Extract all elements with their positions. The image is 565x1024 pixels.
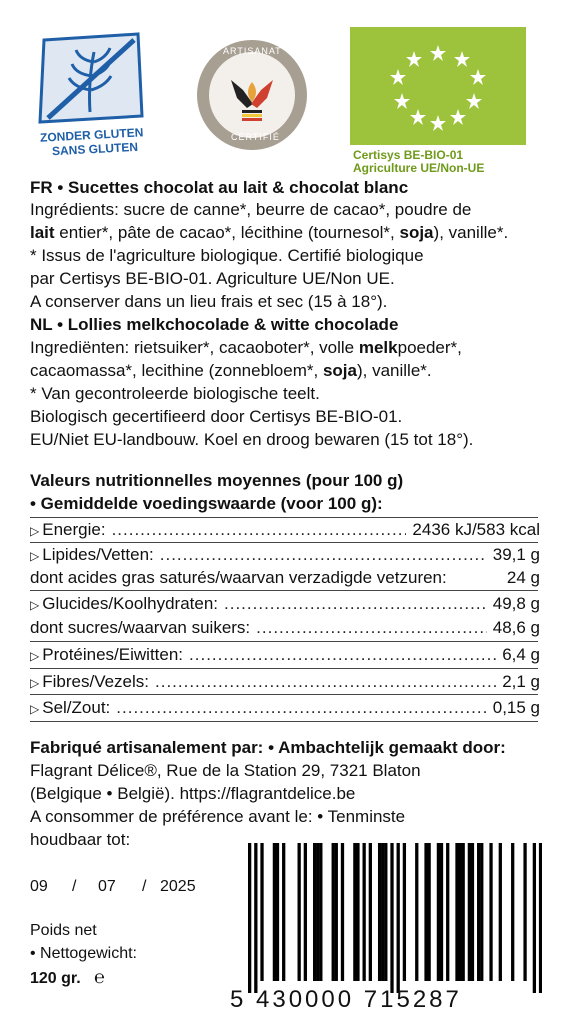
nutrition-label: dont sucres/waarvan suikers:: [30, 618, 251, 637]
fr-storage: A conserver dans un lieu frais et sec (15 à 18°).: [30, 292, 388, 311]
barcode-bar: [276, 843, 279, 981]
nutrition-label: Sel/Zout:: [42, 698, 111, 717]
nutrition-label: Lipides/Vetten:: [42, 545, 154, 564]
triangle-icon: ▷: [30, 549, 40, 563]
triangle-icon: ▷: [30, 598, 40, 612]
nl-certification: Biologisch gecertifieerd door Certisys BE-BIO-01.: [30, 407, 403, 426]
nutrition-value: 0,15 g: [492, 698, 540, 717]
nutrition-value: 24 g: [506, 568, 540, 587]
barcode-bar: [415, 843, 418, 981]
eu-cert-line2: Agriculture UE/Non-UE: [353, 161, 485, 175]
nutrition-divider: [30, 517, 538, 518]
triangle-icon: ▷: [30, 649, 40, 663]
nutrition-divider: [30, 721, 538, 722]
fr-ingredients-line2-text: entier*, pâte de cacao*, lécithine (tournesol*,: [54, 223, 400, 242]
nl-ingredients-line2-end: ), vanille*.: [356, 361, 432, 380]
nutrition-divider: [30, 542, 538, 543]
fr-ingredients-line1: Ingrédients: sucre de canne*, beurre de cacao*, poudre de: [30, 200, 472, 219]
nutrition-row-sugars: [30, 618, 540, 638]
leader-dots: [160, 545, 487, 566]
barcode-bar: [316, 843, 319, 981]
nl-ingredients-line1: [30, 338, 462, 358]
barcode-bar: [369, 843, 372, 981]
nutrition-row-energy: [30, 520, 540, 541]
nutrition-row-salt: [30, 698, 540, 719]
barcode-bar: [273, 843, 276, 981]
maker-title: Fabriqué artisanalement par: • Ambachtelijk gemaakt door:: [30, 738, 506, 757]
barcode-bar: [384, 843, 387, 981]
nl-ingredients-line2: [30, 361, 432, 381]
estimated-sign-icon: ℮: [94, 967, 105, 987]
barcode-bar: [335, 843, 338, 981]
barcode-bar: [458, 843, 461, 981]
artisan-hands-icon: [209, 52, 295, 138]
barcode-bar: [446, 843, 449, 981]
barcode-bar: [403, 843, 406, 981]
best-before-day: 09: [30, 878, 48, 895]
barcode-bar: [440, 843, 443, 981]
best-before-year: 2025: [160, 878, 196, 895]
barcode-bar: [319, 843, 322, 981]
maker-country-url: (Belgique • België). https://flagrantdelice.be: [30, 784, 356, 803]
barcode-bar: [248, 843, 251, 993]
nl-ingredients-line1-text: Ingrediënten: rietsuiker*, cacaoboter*, volle: [30, 338, 359, 357]
nutrition-divider: [30, 668, 538, 669]
barcode-bar: [462, 843, 465, 981]
nl-storage: EU/Niet EU-landbouw. Koel en droog bewaren (15 tot 18°).: [30, 430, 474, 449]
allergen-soja-fr: soja: [399, 223, 434, 242]
barcode-bar: [427, 843, 430, 981]
barcode-bar: [282, 843, 285, 981]
barcode-bar: [304, 843, 307, 981]
leader-dots: [256, 618, 487, 638]
nutrition-value: 2,1 g: [502, 672, 540, 691]
barcode-bar: [341, 843, 344, 981]
fr-ingredients-line2-end: ), vanille*.: [433, 223, 509, 242]
leader-dots: [116, 698, 486, 719]
weight-label-nl: • Nettogewicht:: [30, 945, 137, 962]
barcode-bar: [298, 843, 301, 981]
barcode-bar: [455, 843, 458, 981]
barcode-bar: [390, 843, 393, 993]
artisan-label-bottom: CERTIFIÉ: [231, 132, 280, 142]
allergen-lait: lait: [30, 223, 55, 242]
gluten-free-label-fr: SANS GLUTEN: [51, 139, 139, 159]
nutrition-value: 2436 kJ/583 kcal: [412, 520, 540, 539]
allergen-soja-nl: soja: [322, 361, 357, 380]
nutrition-label: Energie:: [42, 520, 106, 539]
weight-value: 120 gr.: [30, 970, 81, 987]
eu-organic-logo: [350, 27, 526, 145]
barcode-bar: [397, 843, 400, 993]
nutrition-row-saturates: [30, 568, 540, 588]
barcode-bar: [424, 843, 427, 981]
nutrition-row-protein: [30, 645, 540, 666]
eu-cert-line1: Certisys BE-BIO-01: [353, 148, 464, 162]
nutrition-divider: [30, 694, 538, 695]
barcode-bar: [353, 843, 356, 981]
barcode-bar: [381, 843, 384, 981]
nutrition-label: Glucides/Koolhydraten:: [42, 594, 219, 613]
barcode-bar: [471, 843, 474, 981]
best-before-month: 07: [98, 878, 116, 895]
nutrition-label: dont acides gras saturés/waarvan verzadigde vetzuren:: [30, 568, 447, 587]
nutrition-value: 39,1 g: [492, 545, 540, 564]
barcode-bar: [477, 843, 480, 981]
barcode-bar: [332, 843, 335, 981]
nl-ingredients-line2-text: cacaomassa*, lecithine (zonnebloem*,: [30, 361, 323, 380]
triangle-icon: ▷: [30, 524, 40, 538]
nutrition-label: Fibres/Vezels:: [42, 672, 149, 691]
nl-organic-note: * Van gecontroleerde biologische teelt.: [30, 384, 320, 403]
barcode-bar: [489, 843, 492, 981]
nutrition-divider: [30, 641, 538, 642]
nl-ingredients-line1-end: poeder*,: [397, 338, 462, 357]
leader-dots: [189, 645, 496, 666]
weight-label-fr: Poids net: [30, 922, 97, 939]
date-sep-2: /: [142, 878, 147, 895]
barcode-bar: [533, 843, 536, 993]
barcode-digits: 5 430000 715287: [230, 986, 462, 1013]
eu-organic-leaf-icon: [350, 27, 526, 145]
best-before-label: A consommer de préférence avant le: • Tenminste: [30, 807, 406, 826]
barcode-bar: [356, 843, 359, 981]
nutrition-value: 6,4 g: [502, 645, 540, 664]
allergen-melk: melk: [358, 338, 398, 357]
barcode-bar: [480, 843, 483, 981]
nutrition-row-fibre: [30, 672, 540, 693]
barcode-bar: [254, 843, 257, 993]
barcode: [248, 843, 542, 993]
artisan-certified-logo: [197, 40, 307, 150]
fr-ingredients-line2: [30, 223, 508, 243]
fr-title: FR • Sucettes chocolat au lait & chocolat blanc: [30, 178, 409, 197]
barcode-bar: [378, 843, 381, 981]
leader-dots: [224, 594, 487, 615]
leader-dots: [112, 520, 407, 541]
maker-address: Flagrant Délice®, Rue de la Station 29, 7321 Blaton: [30, 761, 421, 780]
fr-organic-note: * Issus de l'agriculture biologique. Certifié biologique: [30, 246, 424, 265]
barcode-bar: [313, 843, 316, 981]
barcode-bar: [468, 843, 471, 981]
triangle-icon: ▷: [30, 676, 40, 690]
leader-dots: [155, 672, 496, 693]
date-sep-1: /: [72, 878, 77, 895]
nutrition-divider: [30, 590, 538, 591]
nl-title: NL • Lollies melkchocolade & witte chocolade: [30, 315, 399, 334]
barcode-bar: [511, 843, 514, 981]
nutrition-label: Protéines/Eiwitten:: [42, 645, 184, 664]
nutrition-title-nl: • Gemiddelde voedingswaarde (voor 100 g):: [30, 494, 383, 513]
nutrition-row-carbs: [30, 594, 540, 615]
nutrition-value: 48,6 g: [492, 618, 540, 637]
nutrition-row-fat: [30, 545, 540, 566]
barcode-bar: [499, 843, 502, 981]
barcode-bar: [437, 843, 440, 981]
nutrition-value: 49,8 g: [492, 594, 540, 613]
gluten-free-label-nl: ZONDER GLUTEN: [39, 125, 144, 145]
best-before-label-nl: houdbaar tot:: [30, 830, 131, 849]
barcode-bar: [523, 843, 526, 981]
barcode-bar: [260, 843, 263, 981]
barcode-bar: [363, 843, 366, 981]
artisan-label-top: ARTISANAT: [223, 46, 282, 56]
nutrition-title-fr: Valeurs nutritionnelles moyennes (pour 100 g): [30, 471, 404, 490]
barcode-bar: [539, 843, 542, 993]
fr-certification: par Certisys BE-BIO-01. Agriculture UE/Non UE.: [30, 269, 395, 288]
triangle-icon: ▷: [30, 702, 40, 716]
